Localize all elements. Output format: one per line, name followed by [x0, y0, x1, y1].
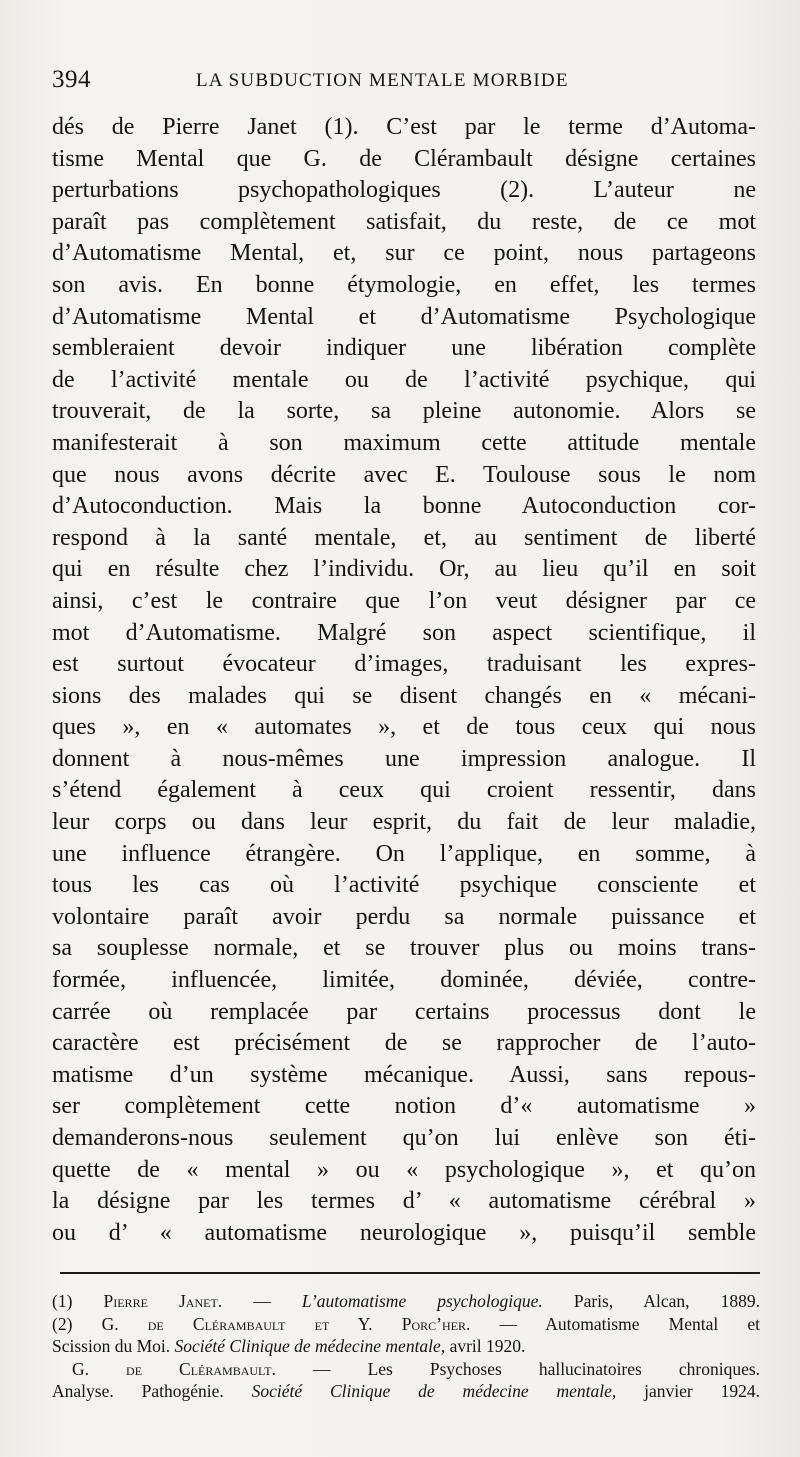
text-line: volontaire paraît avoir perdu sa normale puissance et	[52, 903, 756, 930]
footnote-2-line-2	[52, 1335, 760, 1358]
text-line: ser complètement cette notion d’« automatisme »	[52, 1093, 756, 1120]
text-line: formée, influencée, limitée, dominée, déviée, contre-	[52, 967, 756, 994]
footnote-3-title: Société Clinique de médecine mentale,	[251, 1381, 617, 1401]
running-title: LA SUBDUCTION MENTALE MORBIDE	[196, 70, 569, 91]
footnote-2-marker: (2)	[52, 1313, 73, 1334]
footnote-2-rest-2: Scission du Moi.	[52, 1336, 171, 1356]
text-line: s’étend également à ceux qui croient ressentir, dans	[52, 777, 756, 804]
text-line: tous les cas où l’activité psychique consciente et	[52, 872, 756, 899]
text-line: d’Automatisme Mental et d’Automatisme Psychologique	[52, 303, 756, 330]
text-line: demanderons-nous seulement qu’on lui enlève son éti-	[52, 1125, 756, 1151]
text-line: ques », en « automates », et de tous ceux qui nous	[52, 714, 756, 741]
text-line: manifesterait à son maximum cette attitude mentale	[52, 429, 756, 456]
text-line: que nous avons décrite avec E. Toulouse sous le nom	[52, 461, 756, 488]
text-line: la désigne par les termes d’ « automatisme cérébral »	[52, 1188, 756, 1215]
footnote-2-date: avril 1920.	[449, 1336, 526, 1356]
text-line: carrée où remplacée par certains processus dont le	[52, 998, 756, 1025]
footnote-1-rest: Paris, Alcan, 1889.	[573, 1291, 760, 1311]
footnote-3-dash: —	[313, 1358, 331, 1379]
footnote-2-line-1	[52, 1313, 760, 1336]
footnote-3-author: G. de Clérambault.	[72, 1358, 276, 1379]
text-line: une influence étrangère. On l’applique, en somme, à	[52, 840, 756, 867]
footnote-3-rest-1: Les Psychoses hallucinatoires chroniques.	[367, 1358, 760, 1379]
text-line: matisme d’un système mécanique. Aussi, sans repous-	[52, 1061, 756, 1088]
footnote-1-dash: —	[253, 1291, 271, 1311]
footnote-2-title: Société Clinique de médecine mentale,	[174, 1336, 446, 1356]
text-line: sions des malades qui se disent changés en « mécani-	[52, 682, 756, 709]
text-line: tisme Mental que G. de Clérambault désigne certaines	[52, 145, 756, 172]
text-line: perturbations psychopathologiques (2). L’auteur ne	[52, 177, 756, 204]
text-line: qui en résulte chez l’individu. Or, au lieu qu’il en soit	[52, 556, 756, 583]
footnote-1-marker: (1)	[52, 1291, 73, 1311]
footnote-2-rest-1: Automatisme Mental et	[545, 1313, 760, 1334]
text-line: son avis. En bonne étymologie, en effet, les termes	[52, 271, 756, 298]
text-line: leur corps ou dans leur esprit, du fait de leur maladie,	[52, 809, 756, 836]
footnote-3-line-2	[52, 1380, 760, 1403]
running-head	[52, 66, 760, 96]
footnote-2-authors: G. de Clérambault et Y. Porc’her.	[101, 1313, 471, 1334]
footnote-3-date: janvier 1924.	[644, 1381, 760, 1401]
footnote-1-title: L’automatisme psychologique.	[301, 1291, 543, 1311]
footnote-3-line-1	[52, 1358, 760, 1381]
text-line: dés de Pierre Janet (1). C’est par le terme d’Automa-	[52, 114, 756, 140]
footnote-3-rest-2: Analyse. Pathogénie.	[52, 1381, 224, 1401]
text-line: respond à la santé mentale, et, au sentiment de liberté	[52, 524, 756, 551]
footnotes	[52, 1290, 760, 1403]
text-line: d’Automatisme Mental, et, sur ce point, nous partageons	[52, 240, 756, 267]
text-line: caractère est précisément de se rapprocher de l’auto-	[52, 1030, 756, 1057]
footnote-1	[52, 1290, 760, 1313]
text-line: donnent à nous-mêmes une impression analogue. Il	[52, 745, 756, 772]
text-line: mot d’Automatisme. Malgré son aspect scientifique, il	[52, 619, 756, 646]
text-line: ou d’ « automatisme neurologique », puisqu’il semble	[52, 1219, 756, 1246]
text-line: trouverait, de la sorte, sa pleine autonomie. Alors se	[52, 398, 756, 425]
text-line: sa souplesse normale, et se trouver plus ou moins trans-	[52, 935, 756, 962]
text-line: est surtout évocateur d’images, traduisant les expres-	[52, 651, 756, 678]
text-line: paraît pas complètement satisfait, du reste, de ce mot	[52, 208, 756, 235]
body-text	[52, 112, 756, 1249]
footnote-2-dash: —	[499, 1313, 517, 1334]
page-number: 394	[52, 66, 91, 93]
text-line: ainsi, c’est le contraire que l’on veut désigner par ce	[52, 587, 756, 614]
text-line: d’Autoconduction. Mais la bonne Autoconduction cor-	[52, 493, 756, 520]
text-line: sembleraient devoir indiquer une libération complète	[52, 335, 756, 362]
text-line: quette de « mental » ou « psychologique », et qu’on	[52, 1156, 756, 1183]
text-line: de l’activité mentale ou de l’activité psychique, qui	[52, 366, 756, 393]
footnote-rule	[60, 1272, 760, 1274]
footnote-1-author: Pierre Janet.	[103, 1291, 223, 1311]
